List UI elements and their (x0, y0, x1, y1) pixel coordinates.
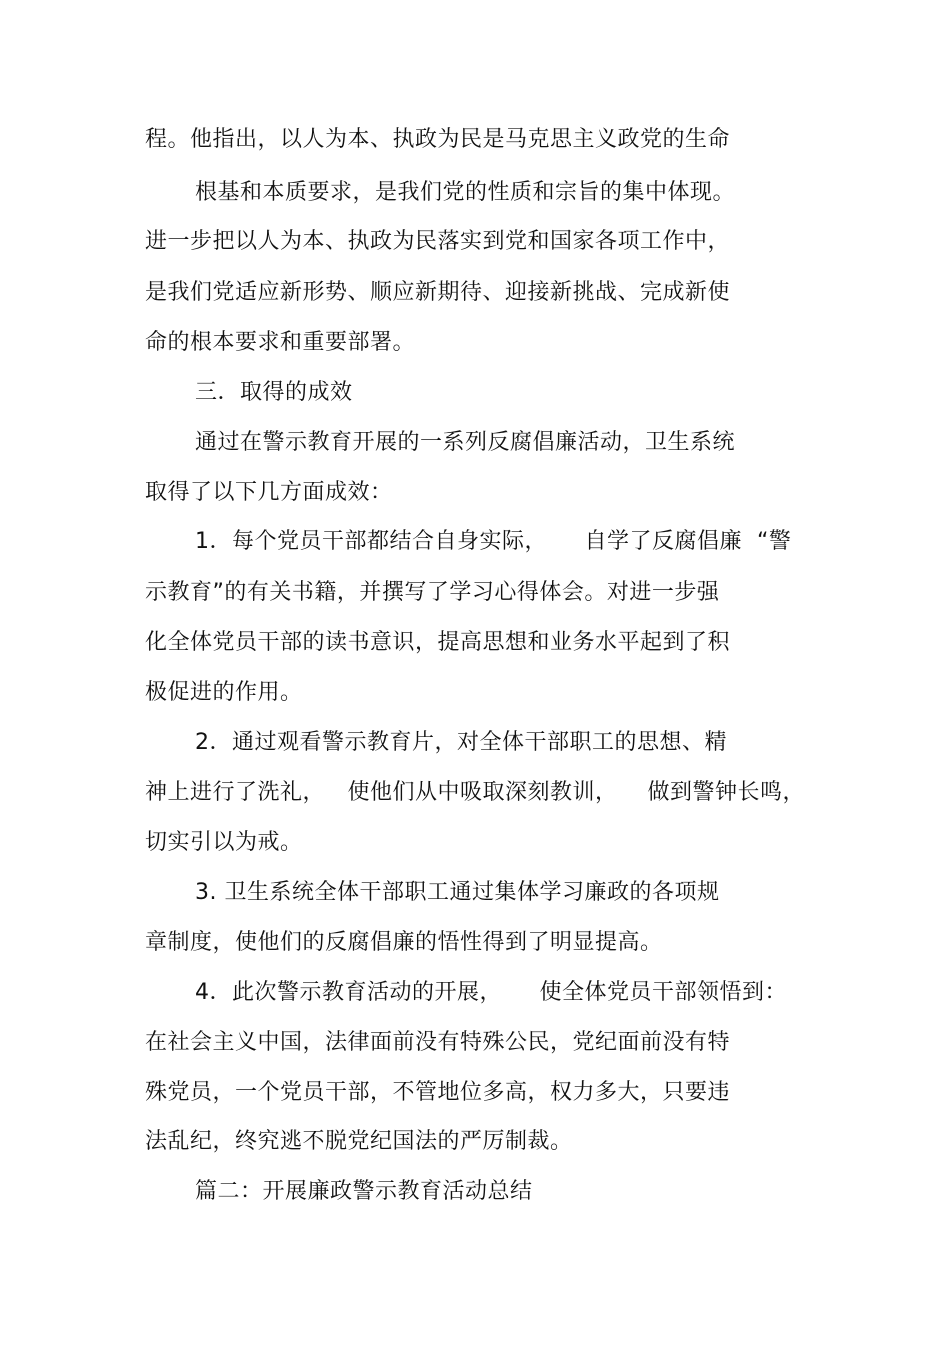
list-item-line: 3. 卫生系统全体干部职工通过集体学习廉政的各项规 (195, 880, 720, 905)
text-line: 根基和本质要求，是我们党的性质和宗旨的集中体现。 (195, 180, 736, 205)
text-line: 在社会主义中国，法律面前没有特殊公民，党纪面前没有特 (145, 1030, 731, 1055)
text-line: 化全体党员干部的读书意识，提高思想和业务水平起到了积 (145, 630, 731, 655)
section-heading: 三．取得的成效 (195, 380, 353, 405)
text-line: 示教育”的有关书籍，并撰写了学习心得体会。对进一步强 (145, 580, 720, 605)
section-heading: 篇二：开展廉政警示教育活动总结 (195, 1179, 533, 1204)
text-line: 取得了以下几方面成效： (145, 480, 393, 505)
list-item-line: 4．此次警示教育活动的开展， 使全体党员干部领悟到： (195, 980, 787, 1005)
text-line: 法乱纪，终究逃不脱党纪国法的严厉制裁。 (145, 1129, 573, 1154)
text-line: 是我们党适应新形势、顺应新期待、迎接新挑战、完成新使 (145, 280, 731, 305)
text-line: 神上进行了洗礼， 使他们从中吸取深刻教训， 做到警钟长鸣， (145, 780, 805, 805)
text-line: 切实引以为戒。 (145, 830, 303, 855)
text-line: 命的根本要求和重要部署。 (145, 330, 416, 355)
text-line: 殊党员，一个党员干部，不管地位多高，权力多大，只要违 (145, 1080, 731, 1105)
list-item-line: 2．通过观看警示教育片，对全体干部职工的思想、精 (195, 730, 727, 755)
text-line: 进一步把以人为本、执政为民落实到党和国家各项工作中， (145, 229, 731, 254)
list-item-line: 1．每个党员干部都结合自身实际， 自学了反腐倡廉 “警 (195, 529, 792, 554)
text-line: 通过在警示教育开展的一系列反腐倡廉活动，卫生系统 (195, 430, 736, 455)
text-line: 极促进的作用。 (145, 680, 303, 705)
text-line: 程。他指出，以人为本、执政为民是马克思主义政党的生命 (145, 127, 731, 152)
text-line: 章制度，使他们的反腐倡廉的悟性得到了明显提高。 (145, 930, 663, 955)
